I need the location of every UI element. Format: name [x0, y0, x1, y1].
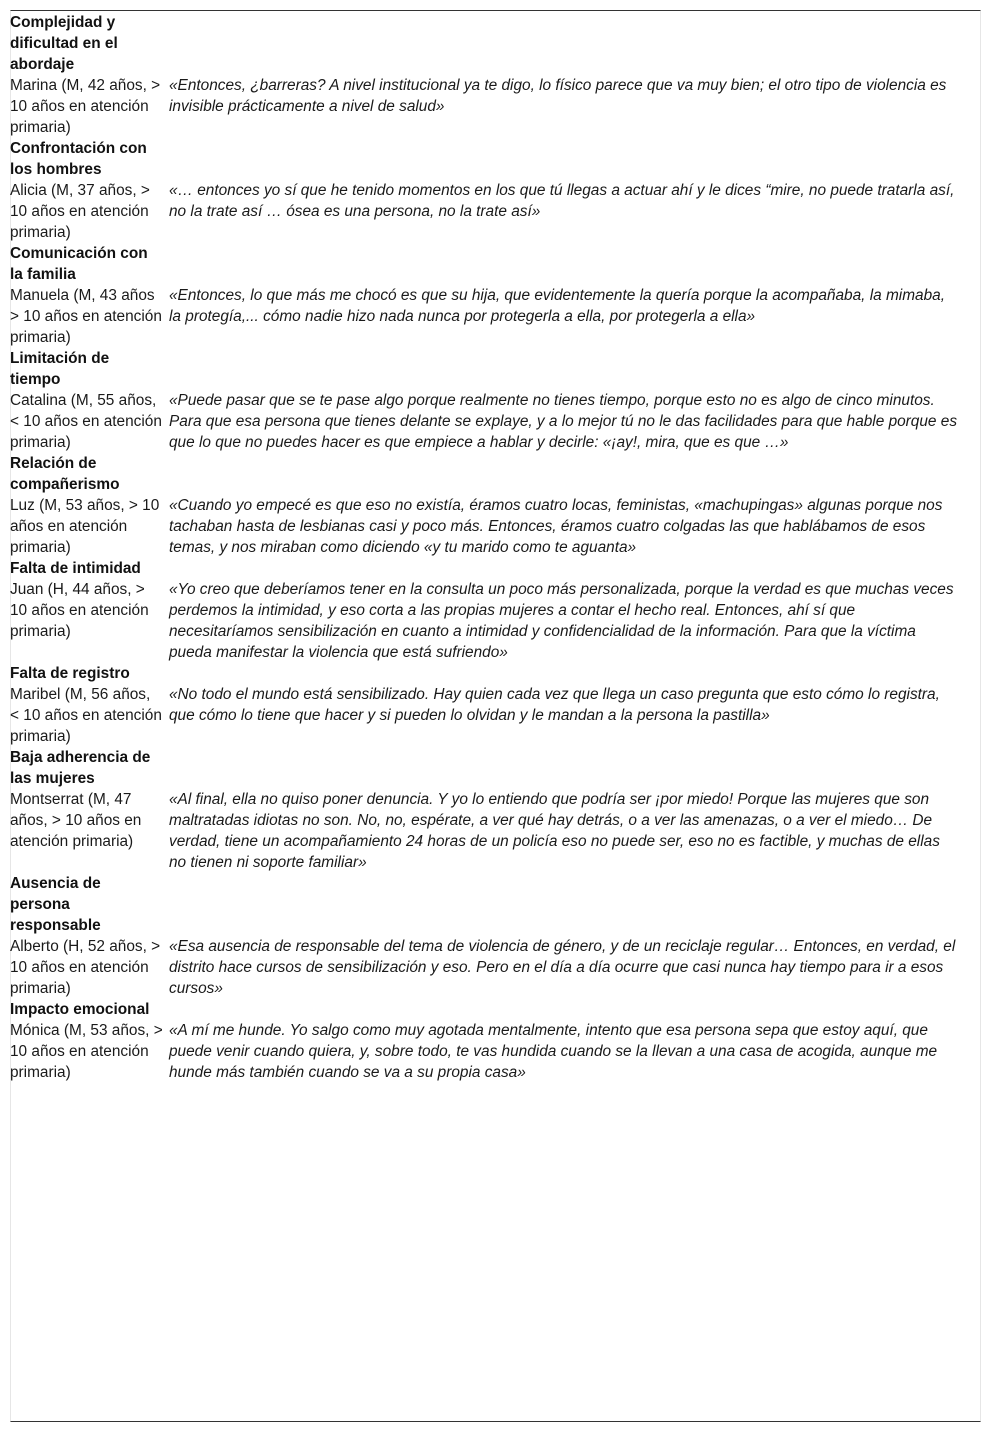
- quote-cell: «No todo el mundo está sensibilizado. Hay quien cada vez que llega un caso pregunta que esto cómo lo registra, que cómo lo tiene que hacer y si pueden lo olvidan y le mandan a la persona la pastilla»: [169, 686, 940, 724]
- participant-cell: Marina (M, 42 años, > 10 años en atención primaria): [10, 77, 161, 136]
- quote-cell: «Entonces, lo que más me chocó es que su hija, que evidentemente la quería porque la acompañaba, la mimaba, la protegía,... cómo nadie hizo nada nunca por protegerla a ella, por protegerla a ella»: [169, 287, 946, 325]
- quotes-table: [10, 12, 960, 1083]
- category-label: Ausencia de persona responsable: [10, 875, 101, 934]
- participant-cell: Mónica (M, 53 años, > 10 años en atención primaria): [10, 1022, 163, 1081]
- category-row: [10, 348, 960, 390]
- category-label: Confrontación con los hombres: [10, 140, 147, 178]
- table-row: [10, 936, 960, 999]
- quote-cell: «… entonces yo sí que he tenido momentos en los que tú llegas a actuar ahí y le dices “mire, no puede tratarla así, no la trate así … ósea es una persona, no la trate así»: [169, 182, 955, 220]
- category-label: Relación de compañerismo: [10, 455, 120, 493]
- table-row: [10, 390, 960, 453]
- category-row: [10, 138, 960, 180]
- table-row: [10, 579, 960, 663]
- participant-cell: Alicia (M, 37 años, > 10 años en atención primaria): [10, 182, 150, 241]
- quote-cell: «Yo creo que deberíamos tener en la consulta un poco más personalizada, porque la verdad es que muchas veces perdemos la intimidad, y eso corta a las propias mujeres a contar el hecho real. Entonces, ahí sí que necesitaríamos sensibilización en cuanto a intimidad y confidencialidad de la información. Para que la víctima pueda manifestar la violencia que está sufriendo»: [169, 581, 954, 661]
- category-label: Comunicación con la familia: [10, 245, 148, 283]
- participant-cell: Catalina (M, 55 años, < 10 años en atención primaria): [10, 392, 162, 451]
- quote-cell: «Entonces, ¿barreras? A nivel institucional ya te digo, lo físico parece que va muy bien; el otro tipo de violencia es invisible prácticamente a nivel de salud»: [169, 77, 947, 115]
- table-row: [10, 180, 960, 243]
- table-row: [10, 75, 960, 138]
- table-row: [10, 495, 960, 558]
- participant-cell: Juan (H, 44 años, > 10 años en atención primaria): [10, 581, 149, 640]
- category-row: [10, 999, 960, 1020]
- quote-cell: «A mí me hunde. Yo salgo como muy agotada mentalmente, intento que esa persona sepa que estoy aquí, que puede venir cuando quiera, y, sobre todo, te vas hundida cuando se la llevan a una casa de acogida, aunque me hunde más también cuando se va a su propia casa»: [169, 1022, 938, 1081]
- category-row: [10, 243, 960, 285]
- quote-cell: «Esa ausencia de responsable del tema de violencia de género, y de un reciclaje regular… Entonces, en verdad, el distrito hace cursos de sensibilización y eso. Pero en el día a día ocurre que casi nunca hay tiempo para ir a esos cursos»: [169, 938, 956, 997]
- quote-cell: «Puede pasar que se te pase algo porque realmente no tienes tiempo, porque esto no es algo de cinco minutos. Para que esa persona que tienes delante se explaye, y a lo mejor tú no le das facilidades para que hable porque es que lo que no puedes hacer es que empiece a hablar y decirle: «¡ay!, mira, que es que …»: [169, 392, 958, 451]
- participant-cell: Montserrat (M, 47 años, > 10 años en atención primaria): [10, 791, 142, 850]
- participant-cell: Manuela (M, 43 años > 10 años en atención primaria): [10, 287, 162, 346]
- participant-cell: Luz (M, 53 años, > 10 años en atención primaria): [10, 497, 160, 556]
- category-row: [10, 873, 960, 936]
- table-row: [10, 1020, 960, 1083]
- category-label: Falta de registro: [10, 665, 130, 682]
- category-row: [10, 12, 960, 75]
- category-label: Complejidad y dificultad en el abordaje: [10, 14, 118, 73]
- quote-cell: «Cuando yo empecé es que eso no existía, éramos cuatro locas, feministas, «machupingas» algunas porque nos tachaban hasta de lesbianas casi y poco más. Entonces, éramos cuatro colgadas las que hablábamos de esos temas, y nos miraban como diciendo «y tu marido como te aguanta»: [169, 497, 943, 556]
- category-row: [10, 663, 960, 684]
- participant-cell: Alberto (H, 52 años, > 10 años en atención primaria): [10, 938, 161, 997]
- category-label: Baja adherencia de las mujeres: [10, 749, 151, 787]
- participant-cell: Maribel (M, 56 años, < 10 años en atención primaria): [10, 686, 162, 745]
- table-row: [10, 684, 960, 747]
- quote-cell: «Al final, ella no quiso poner denuncia. Y yo lo entiendo que podría ser ¡por miedo! Porque las mujeres que son maltratadas idiotas no son. No, no, espérate, a ver qué hay detrás, o a ver las amenazas, o a ver el miedo… De verdad, tiene un acompañamiento 24 horas de un policía eso no puede ser, eso no es factible, y muchas de ellas no tienen ni soporte familiar»: [169, 791, 940, 871]
- category-row: [10, 747, 960, 789]
- category-label: Falta de intimidad: [10, 560, 141, 577]
- category-label: Impacto emocional: [10, 1001, 150, 1018]
- category-row: [10, 453, 960, 495]
- category-row: [10, 558, 960, 579]
- category-label: Limitación de tiempo: [10, 350, 110, 388]
- table-row: [10, 789, 960, 873]
- table-row: [10, 285, 960, 348]
